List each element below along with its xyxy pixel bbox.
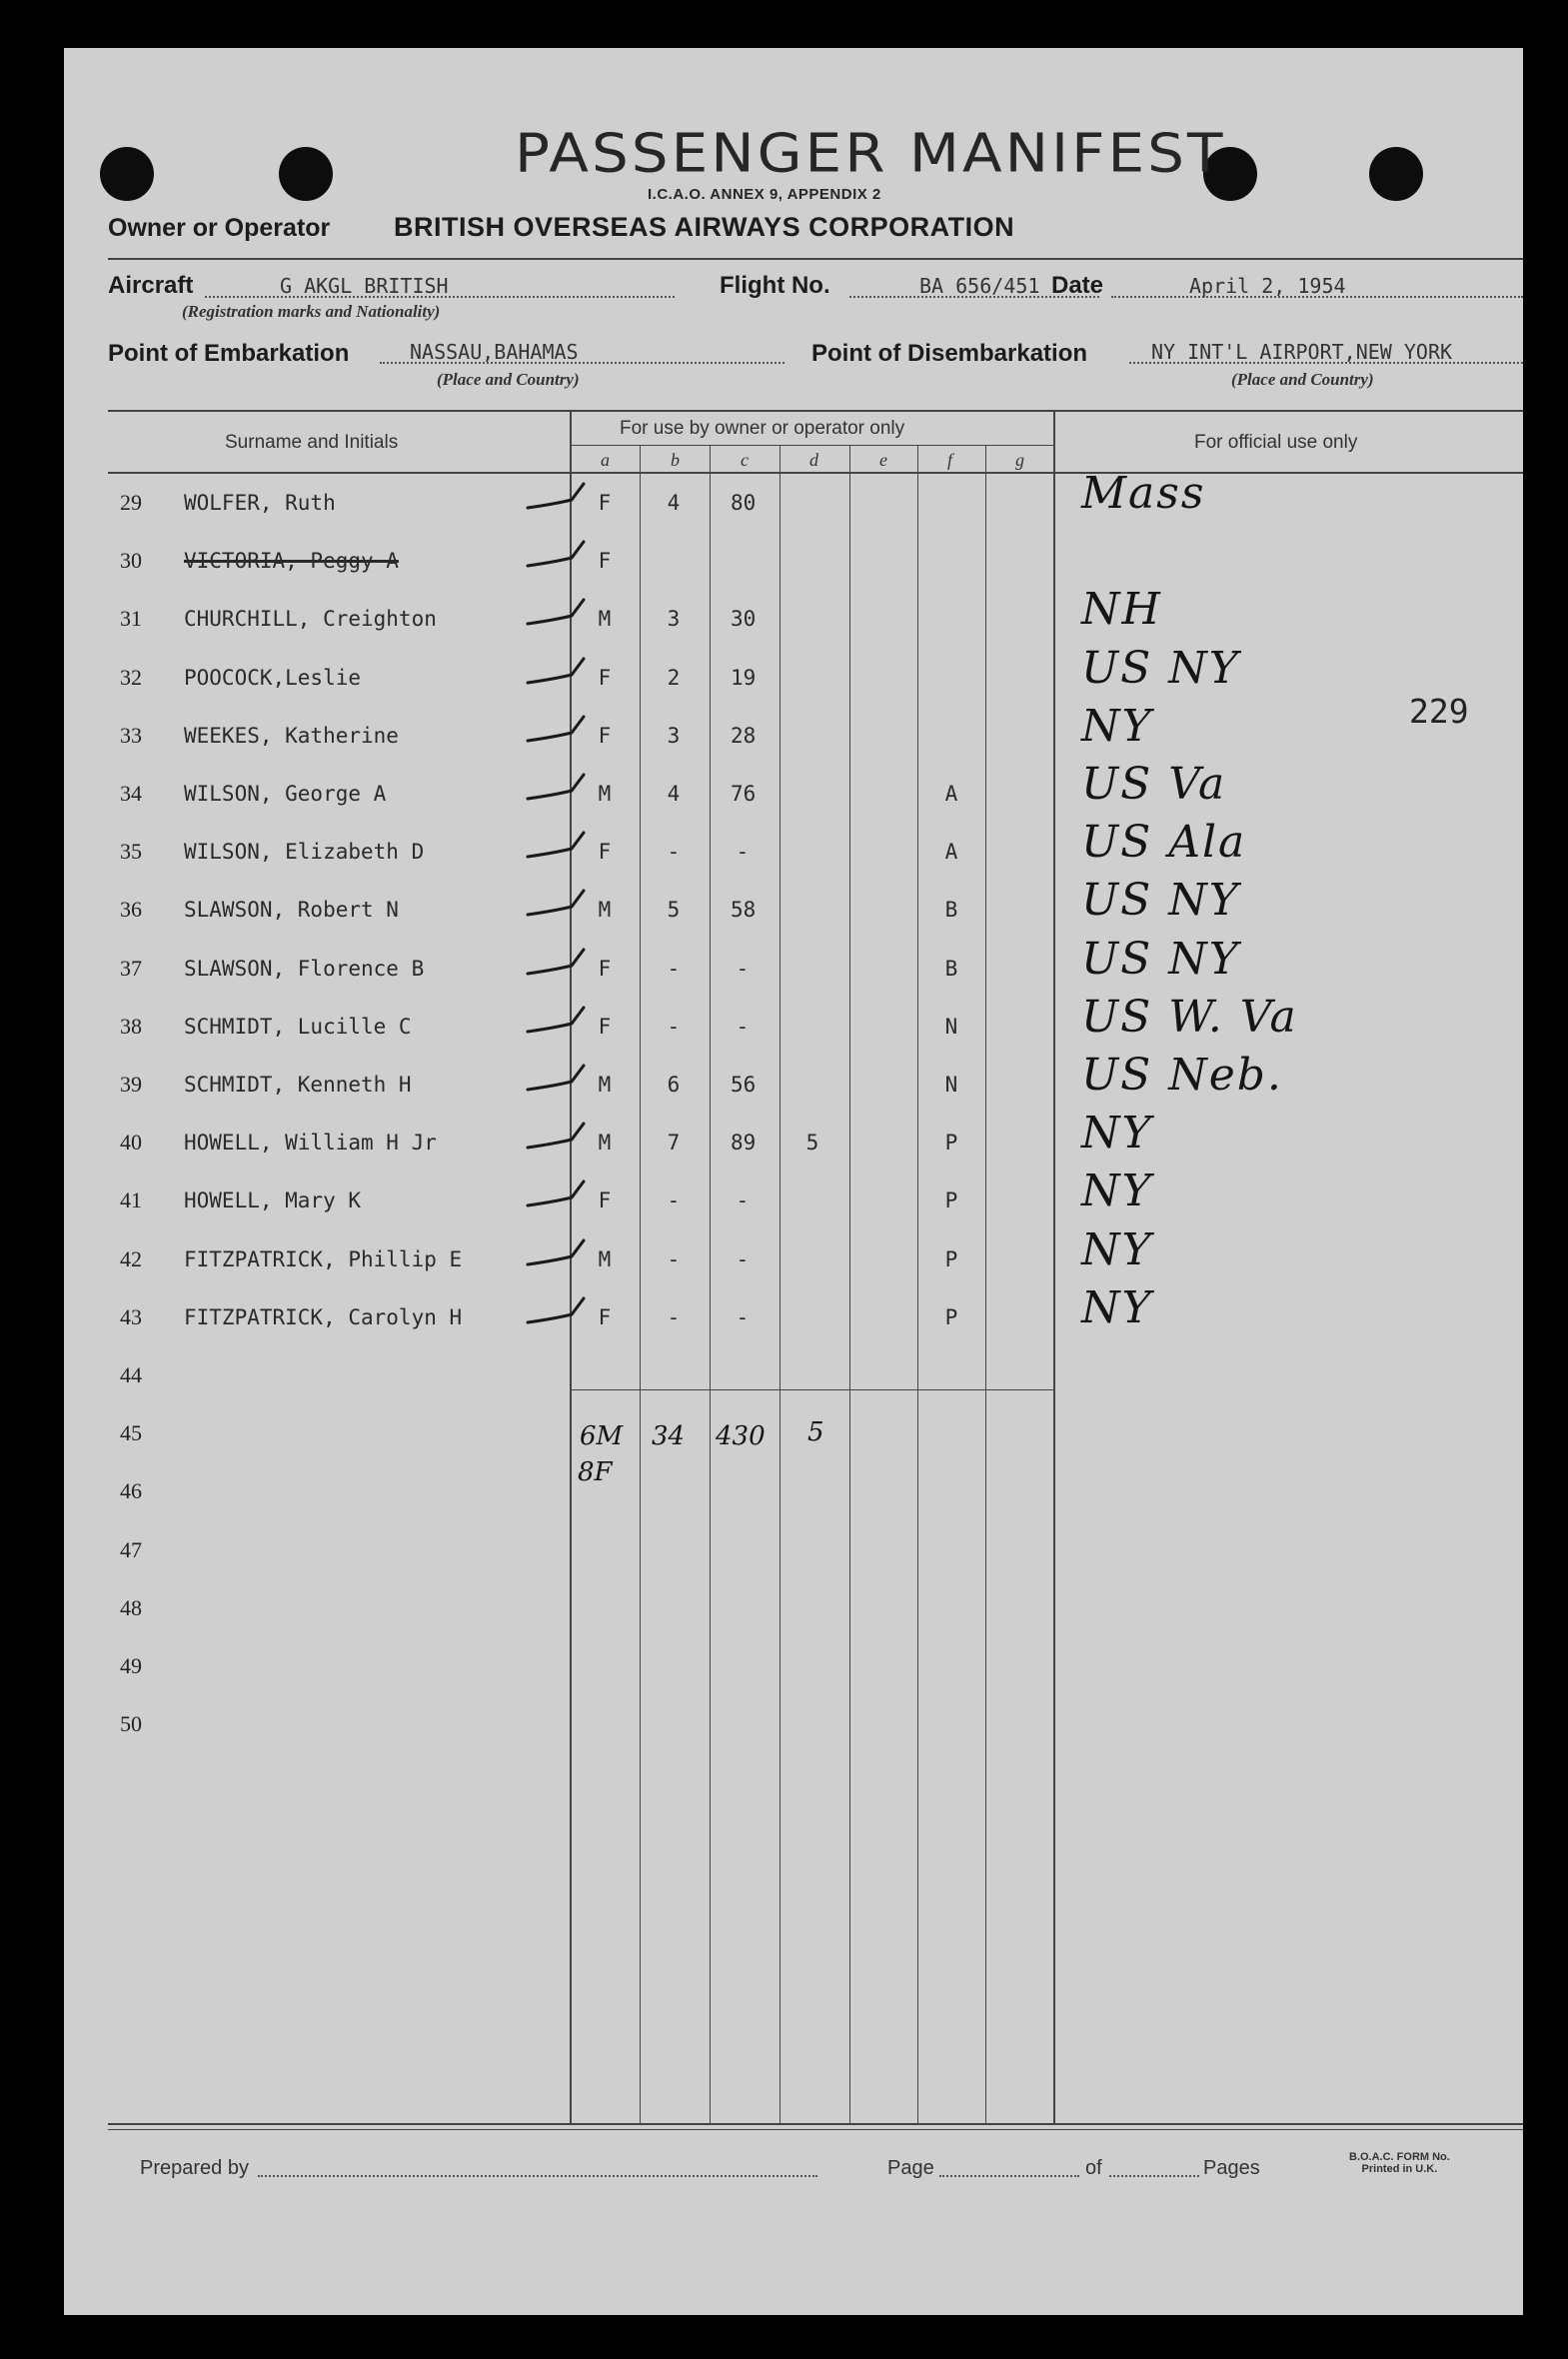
printed-in-text: Printed in U.K. [1361, 2163, 1438, 2175]
cell-b: 4 [667, 782, 681, 806]
cell-b: - [667, 1014, 681, 1039]
flight-no-label: Flight No. [720, 272, 830, 299]
cell-b: 3 [667, 607, 681, 632]
cell-c: - [736, 1188, 750, 1213]
check-tick-icon [526, 540, 588, 574]
page-dotted-line [939, 2175, 1079, 2177]
document-subtitle: I.C.A.O. ANNEX 9, APPENDIX 2 [648, 186, 881, 203]
row-number: 29 [120, 490, 142, 515]
row-number: 35 [120, 839, 142, 865]
cell-a: F [598, 549, 612, 574]
passenger-name: WEEKES, Katherine [184, 723, 399, 748]
check-tick-icon [526, 482, 588, 516]
passenger-name: WOLFER, Ruth [184, 491, 336, 515]
total-c: 430 [716, 1421, 766, 1451]
official-note: US NY [1081, 642, 1240, 694]
row-number: 38 [120, 1013, 142, 1039]
cell-a: F [598, 840, 612, 865]
row-number: 43 [120, 1303, 142, 1329]
cell-a: F [598, 1014, 612, 1039]
row-number: 40 [120, 1130, 142, 1156]
official-note: US Ala [1081, 817, 1247, 869]
row-number: 37 [120, 955, 142, 981]
row-number: 50 [120, 1711, 142, 1737]
official-note: Mass [1081, 468, 1206, 519]
total-b: 34 [652, 1421, 686, 1451]
footer-rule [108, 2123, 1523, 2125]
total-males: 6M [580, 1421, 624, 1451]
column-divider [849, 445, 850, 2123]
check-tick-icon [526, 1296, 588, 1330]
cell-b: - [667, 1304, 681, 1329]
cell-f: A [944, 782, 958, 806]
form-number [1349, 2151, 1450, 2175]
cell-b: - [667, 956, 681, 981]
passenger-name: FITZPATRICK, Phillip E [184, 1246, 463, 1271]
cell-b: 4 [667, 491, 681, 515]
cell-c: - [736, 1014, 750, 1039]
cell-a: F [598, 491, 612, 515]
footer-rule-2 [108, 2129, 1523, 2130]
column-letter: e [879, 450, 887, 470]
row-number: 44 [120, 1362, 142, 1387]
aircraft-value: G AKGL BRITISH [280, 274, 449, 298]
prepared-by-dotted-line [258, 2175, 817, 2177]
cell-f: P [944, 1188, 958, 1213]
row-number: 33 [120, 722, 142, 748]
prepared-by-label: Prepared by [140, 2157, 249, 2179]
surname-header: Surname and Initials [225, 432, 399, 453]
cell-a: F [598, 1304, 612, 1329]
check-tick-icon [526, 831, 588, 865]
row-number: 41 [120, 1187, 142, 1213]
row-number: 30 [120, 548, 142, 574]
cell-a: F [598, 1188, 612, 1213]
passenger-name: SCHMIDT, Lucille C [184, 1014, 412, 1039]
owner-label: Owner or Operator [108, 214, 331, 242]
page-number: 229 [1409, 692, 1469, 731]
cell-a: M [598, 782, 612, 806]
disembarkation-value: NY INT'L AIRPORT,NEW YORK [1151, 340, 1453, 364]
of-dotted-line [1109, 2175, 1199, 2177]
cell-b: 2 [667, 665, 681, 690]
row-number: 32 [120, 664, 142, 690]
passenger-name: VICTORIA, Peggy A [184, 549, 399, 574]
check-tick-icon [526, 1006, 588, 1040]
check-tick-icon [526, 889, 588, 923]
column-letter: c [741, 450, 749, 470]
passenger-name: HOWELL, William H Jr [184, 1131, 437, 1156]
of-label: of [1085, 2157, 1102, 2179]
cell-f: N [944, 1014, 958, 1039]
cell-c: 58 [731, 898, 757, 923]
passenger-name: WILSON, George A [184, 782, 387, 806]
passenger-name: HOWELL, Mary K [184, 1188, 362, 1213]
row-number: 34 [120, 781, 142, 806]
check-tick-icon [526, 657, 588, 691]
embarkation-value: NASSAU,BAHAMAS [410, 340, 579, 364]
table-header-rule [108, 472, 1523, 474]
aircraft-label: Aircraft [108, 272, 194, 299]
column-letter: a [601, 450, 610, 470]
form-number-text: B.O.A.C. FORM No. [1349, 2151, 1450, 2163]
official-note: US NY [1081, 875, 1240, 927]
punch-hole-icon [100, 147, 154, 201]
row-number: 36 [120, 897, 142, 923]
column-letter: f [947, 450, 953, 470]
check-tick-icon [526, 773, 588, 807]
owner-use-header: For use by owner or operator only [620, 418, 905, 439]
punch-hole-icon [1369, 147, 1423, 201]
embarkation-label: Point of Embarkation [108, 340, 350, 367]
owner-value: BRITISH OVERSEAS AIRWAYS CORPORATION [394, 212, 1015, 242]
official-note: NH [1081, 584, 1162, 636]
cell-b: - [667, 1246, 681, 1271]
cell-c: - [736, 1246, 750, 1271]
cell-c: 30 [731, 607, 757, 632]
cell-a: F [598, 723, 612, 748]
cell-a: M [598, 898, 612, 923]
date-label: Date [1051, 272, 1104, 299]
official-note: US W. Va [1081, 991, 1298, 1043]
cell-f: N [944, 1073, 958, 1097]
cell-f: P [944, 1304, 958, 1329]
cell-b: 3 [667, 723, 681, 748]
check-tick-icon [526, 1180, 588, 1213]
cell-b: - [667, 840, 681, 865]
cell-f: P [944, 1131, 958, 1156]
table-top-rule [108, 410, 1523, 412]
cell-c: 89 [731, 1131, 757, 1156]
cell-f: B [944, 956, 958, 981]
passenger-name: POOCOCK,Leslie [184, 665, 362, 690]
column-divider [640, 445, 641, 2123]
row-number: 49 [120, 1653, 142, 1678]
flight-no-value: BA 656/451 [919, 274, 1040, 298]
official-note: US Va [1081, 759, 1227, 810]
cell-b: 7 [667, 1131, 681, 1156]
cell-f: B [944, 898, 958, 923]
column-letter: d [809, 450, 818, 470]
check-tick-icon [526, 1064, 588, 1098]
disembarkation-label: Point of Disembarkation [811, 340, 1088, 367]
embarkation-caption: (Place and Country) [437, 370, 580, 389]
table-subheader-rule [570, 445, 1053, 446]
cell-f: P [944, 1246, 958, 1271]
column-divider [1053, 410, 1055, 2123]
cell-d: 5 [805, 1131, 819, 1156]
cell-b: 5 [667, 898, 681, 923]
cell-a: F [598, 665, 612, 690]
cell-c: - [736, 1304, 750, 1329]
total-females: 8F [578, 1457, 613, 1487]
cell-b: - [667, 1188, 681, 1213]
row-number: 39 [120, 1072, 142, 1097]
passenger-name: WILSON, Elizabeth D [184, 840, 425, 865]
cell-a: M [598, 1073, 612, 1097]
total-d: 5 [807, 1417, 824, 1447]
check-tick-icon [526, 715, 588, 749]
column-letter: b [671, 450, 680, 470]
row-number: 42 [120, 1245, 142, 1271]
official-note: NY [1081, 1223, 1153, 1275]
cell-c: 76 [731, 782, 757, 806]
check-tick-icon [526, 948, 588, 982]
official-use-header: For official use only [1194, 432, 1358, 453]
document-title: PASSENGER MANIFEST [515, 122, 1226, 185]
column-divider [780, 445, 781, 2123]
page-label: Page [887, 2157, 934, 2179]
check-tick-icon [526, 598, 588, 632]
official-note: NY [1081, 700, 1153, 752]
totals-rule [570, 1389, 1053, 1390]
passenger-name: SCHMIDT, Kenneth H [184, 1073, 412, 1097]
cell-a: F [598, 956, 612, 981]
row-number: 48 [120, 1594, 142, 1620]
cell-f: A [944, 840, 958, 865]
column-letter: g [1015, 450, 1024, 470]
cell-c: 28 [731, 723, 757, 748]
check-tick-icon [526, 1122, 588, 1156]
passenger-name: FITZPATRICK, Carolyn H [184, 1304, 463, 1329]
row-number: 47 [120, 1536, 142, 1562]
passenger-name: CHURCHILL, Creighton [184, 607, 437, 632]
row-number: 45 [120, 1420, 142, 1446]
column-divider [917, 445, 918, 2123]
row-number: 46 [120, 1478, 142, 1504]
official-note: US NY [1081, 933, 1240, 985]
cell-c: 19 [731, 665, 757, 690]
cell-a: M [598, 1246, 612, 1271]
passenger-name: SLAWSON, Florence B [184, 956, 425, 981]
date-value: April 2, 1954 [1189, 274, 1346, 298]
aircraft-caption: (Registration marks and Nationality) [182, 302, 441, 321]
punch-hole-icon [279, 147, 333, 201]
cell-b: 6 [667, 1073, 681, 1097]
cell-c: - [736, 840, 750, 865]
cell-c: 80 [731, 491, 757, 515]
official-note: NY [1081, 1166, 1153, 1217]
header-rule [108, 258, 1523, 260]
cell-a: M [598, 1131, 612, 1156]
passenger-name: SLAWSON, Robert N [184, 898, 399, 923]
cell-a: M [598, 607, 612, 632]
cell-c: - [736, 956, 750, 981]
pages-label: Pages [1203, 2157, 1260, 2179]
row-number: 31 [120, 606, 142, 632]
check-tick-icon [526, 1238, 588, 1272]
official-note: US Neb. [1081, 1050, 1283, 1101]
column-divider [985, 445, 986, 2123]
disembarkation-caption: (Place and Country) [1231, 370, 1374, 389]
cell-c: 56 [731, 1073, 757, 1097]
column-divider [710, 445, 711, 2123]
official-note: NY [1081, 1108, 1153, 1160]
official-note: NY [1081, 1281, 1153, 1333]
